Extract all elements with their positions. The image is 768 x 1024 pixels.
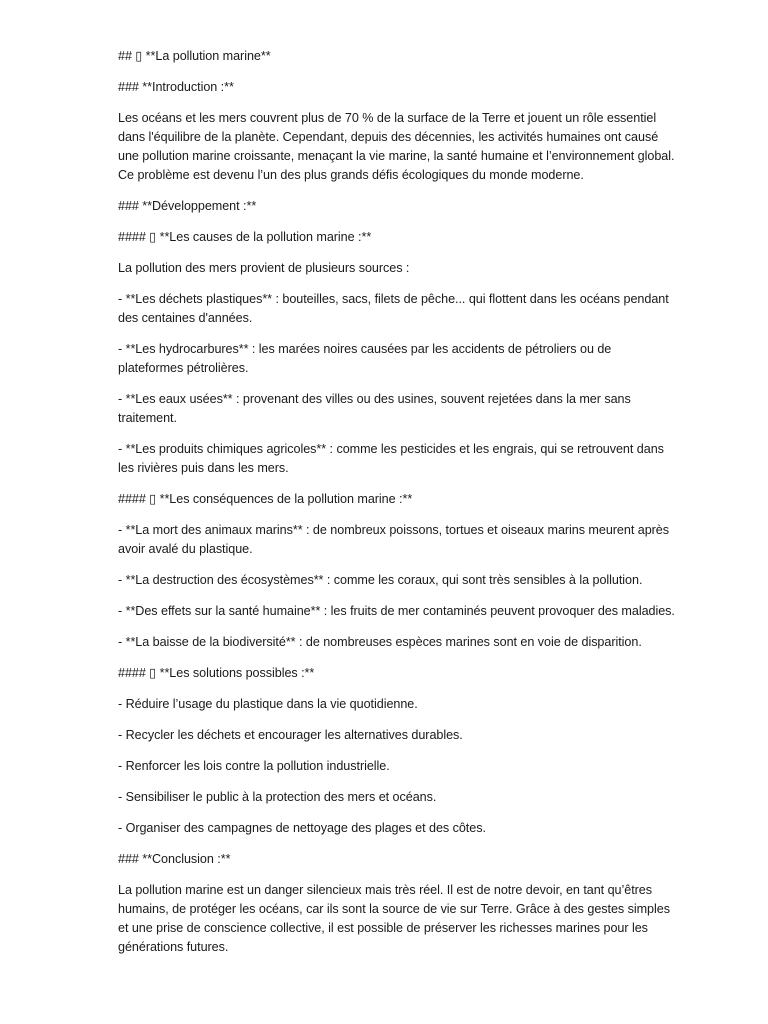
consequence-item-ecosystems: - **La destruction des écosystèmes** : comme les coraux, qui sont très sensibles à la pollution. [118,573,643,587]
document-body [118,47,678,969]
document-title: ## ▯ **La pollution marine** [118,49,271,63]
causes-intro: La pollution des mers provient de plusieurs sources : [118,261,410,275]
cause-item-plastics: - **Les déchets plastiques** : bouteilles, sacs, filets de pêche... qui flottent dans les océans pendant des centaines d'années. [118,292,669,325]
solution-item-recycle: - Recycler les déchets et encourager les alternatives durables. [118,728,463,742]
solution-item-awareness: - Sensibiliser le public à la protection des mers et océans. [118,790,437,804]
conclusion-heading: ### **Conclusion :** [118,852,231,866]
solution-item-laws: - Renforcer les lois contre la pollution industrielle. [118,759,390,773]
intro-paragraph: Les océans et les mers couvrent plus de 70 % de la surface de la Terre et jouent un rôle essentiel dans l'équilibre de la planète. Cependant, depuis des décennies, les activités humaines ont causé une pollution marine croissante, menaçant la vie marine, la santé humaine et l’environnement global. Ce problème est devenu l’un des plus grands défis écologiques du monde moderne. [118,111,675,182]
development-heading: ### **Développement :** [118,199,257,213]
solution-item-plastic: - Réduire l’usage du plastique dans la vie quotidienne. [118,697,418,711]
consequence-item-health: - **Des effets sur la santé humaine** : les fruits de mer contaminés peuvent provoquer des maladies. [118,604,675,618]
cause-item-wastewater: - **Les eaux usées** : provenant des villes ou des usines, souvent rejetées dans la mer sans traitement. [118,392,631,425]
consequence-item-animals: - **La mort des animaux marins** : de nombreux poissons, tortues et oiseaux marins meurent après avoir avalé du plastique. [118,523,669,556]
cause-item-chemicals: - **Les produits chimiques agricoles** : comme les pesticides et les engrais, qui se retrouvent dans les rivières puis dans les mers. [118,442,664,475]
solutions-heading: #### ▯ **Les solutions possibles :** [118,666,315,680]
causes-heading: #### ▯ **Les causes de la pollution marine :** [118,230,372,244]
consequence-item-biodiversity: - **La baisse de la biodiversité** : de nombreuses espèces marines sont en voie de disparition. [118,635,642,649]
solution-item-cleanup: - Organiser des campagnes de nettoyage des plages et des côtes. [118,821,486,835]
cause-item-hydrocarbons: - **Les hydrocarbures** : les marées noires causées par les accidents de pétroliers ou de plateformes pétrolières. [118,342,612,375]
conclusion-paragraph: La pollution marine est un danger silencieux mais très réel. Il est de notre devoir, en tant qu’êtres humains, de protéger les océans, car ils sont la source de vie sur Terre. Grâce à des gestes simples et une prise de conscience collective, il est possible de préserver les richesses marines pour les générations futures. [118,883,670,954]
intro-heading: ### **Introduction :** [118,80,234,94]
consequences-heading: #### ▯ **Les conséquences de la pollution marine :** [118,492,413,506]
